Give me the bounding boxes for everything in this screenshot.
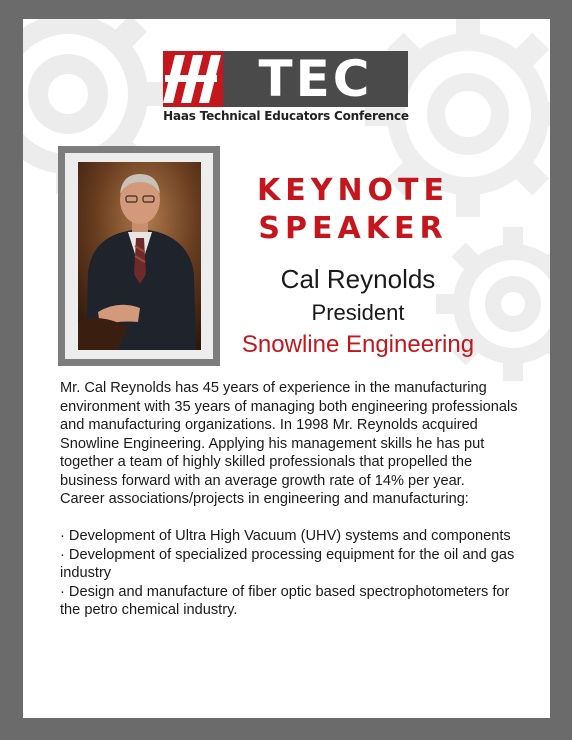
project-item: · Development of specialized processing equipment for the oil and gas industry	[60, 546, 515, 581]
flyer-page	[23, 19, 550, 718]
logo-acronym: TEC	[223, 51, 408, 107]
heading-line-2: SPEAKER	[258, 211, 448, 246]
conference-name: Haas Technical Educators Conference	[163, 109, 409, 123]
project-item: · Development of Ultra High Vacuum (UHV) systems and components	[60, 528, 511, 544]
keynote-heading	[243, 172, 463, 248]
speaker-company: Snowline Engineering	[241, 331, 475, 358]
speaker-photo-frame	[58, 146, 220, 366]
project-item: · Design and manufacture of fiber optic based spectrophotometers for the petro chemical industry.	[60, 583, 510, 618]
career-intro: Career associations/projects in engineering and manufacturing:	[60, 491, 469, 507]
speaker-bio	[60, 379, 530, 620]
heading-line-1: KEYNOTE	[256, 173, 450, 208]
speaker-photo	[78, 162, 201, 350]
bio-summary: Mr. Cal Reynolds has 45 years of experience in the manufacturing environment with 35 years of managing both engineering professionals and manufacturing organizations. In 1998 Mr. Reynolds acquired Snowline Engineering. Applying his management skills he has put together a team of highly skilled professionals that propelled the business forward with an average growth rate of 14% per year.	[60, 380, 518, 489]
tec-logo	[161, 49, 411, 139]
speaker-name: Cal Reynolds	[280, 264, 436, 294]
speaker-title: President	[311, 300, 405, 325]
haas-h-icon	[163, 51, 223, 107]
